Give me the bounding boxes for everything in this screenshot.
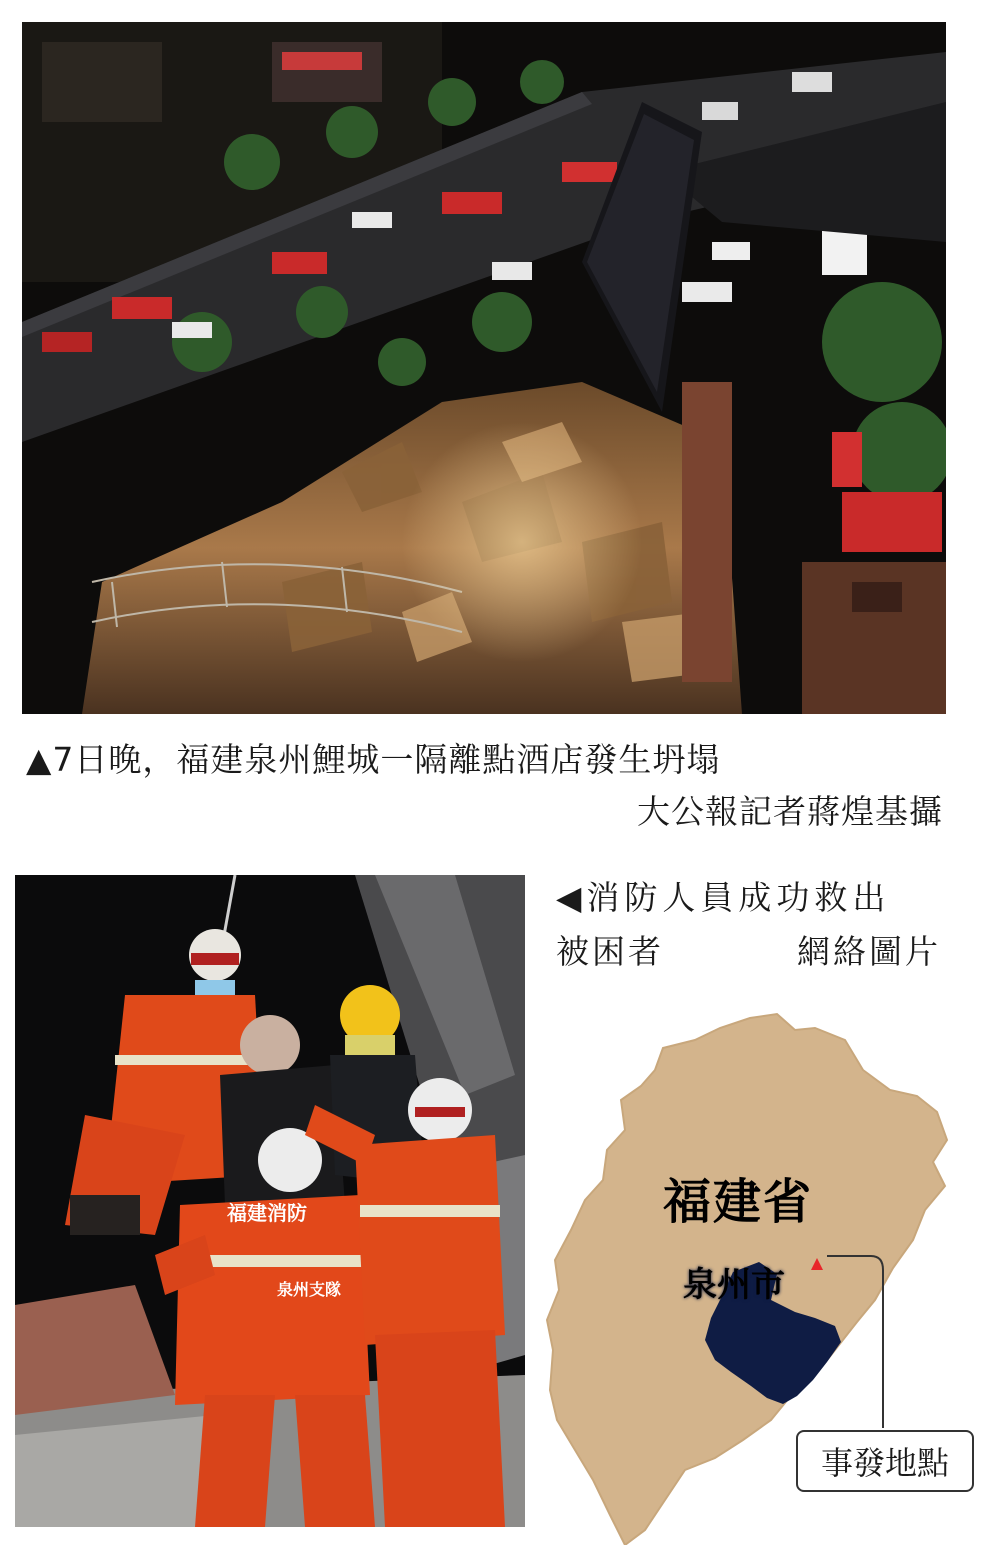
bottom-photo-credit: 網絡圖片	[797, 932, 941, 971]
collapse-photo	[22, 22, 946, 714]
incident-site-label: 事發地點	[796, 1430, 974, 1492]
top-photo-credit: 大公報記者蔣煌基攝	[637, 792, 943, 831]
uniform-text-1: 福建消防	[227, 1201, 307, 1225]
top-photo-caption: ▲7日晚，福建泉州鯉城一隔離點酒店發生坍塌	[26, 740, 721, 779]
bottom-photo-caption-cont: 被困者	[556, 932, 664, 971]
bottom-photo-caption: ◀消防人員成功救出	[556, 878, 891, 917]
uniform-text-2: 泉州支隊	[277, 1280, 342, 1299]
province-label: 福建省	[663, 1174, 814, 1230]
city-label: 泉州市	[683, 1265, 785, 1305]
rescue-photo	[15, 875, 525, 1527]
